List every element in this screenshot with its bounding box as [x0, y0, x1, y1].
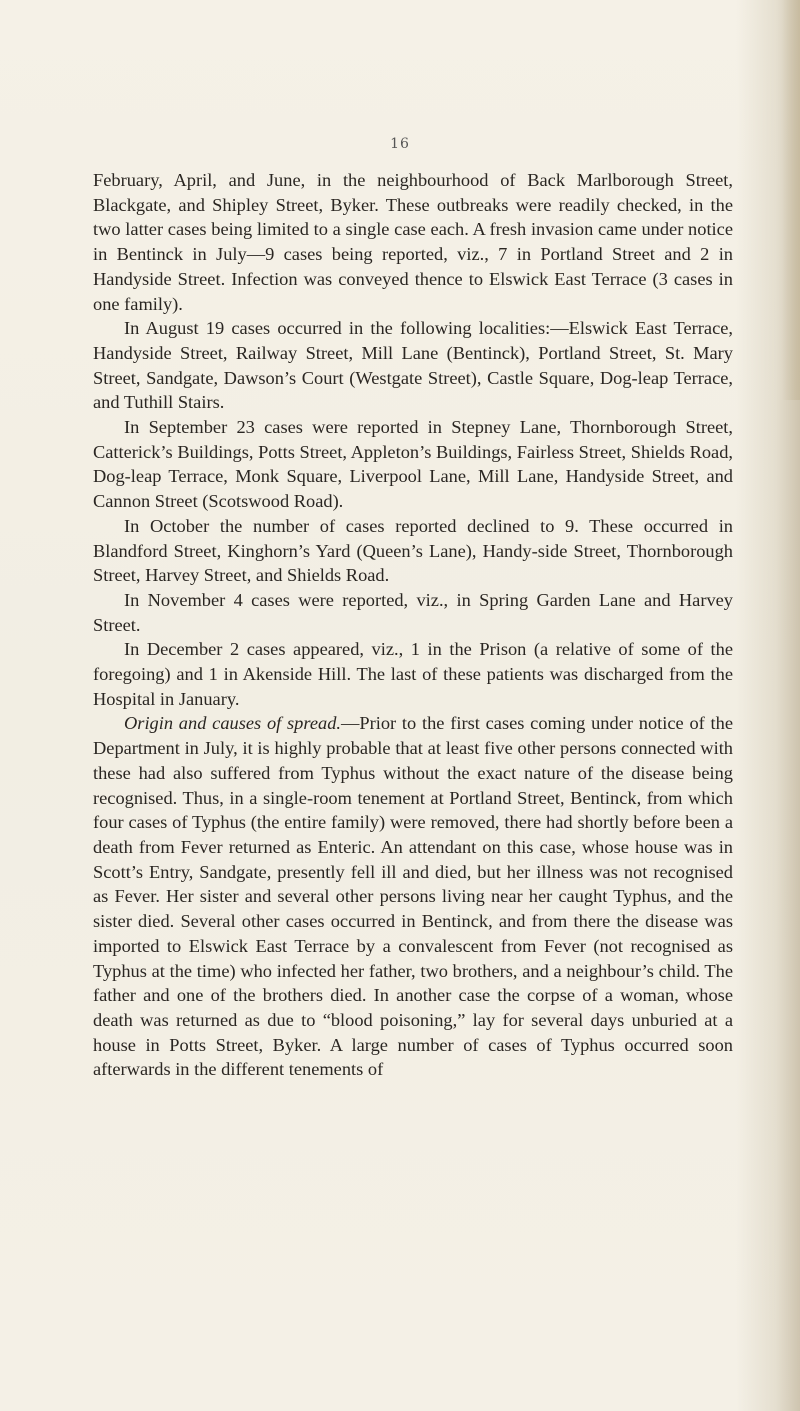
paragraph-origin-and-causes	[93, 711, 733, 1082]
page-number: 16	[390, 136, 410, 152]
paragraph-september: In September 23 cases were reported in Stepney Lane, Thornborough Street, Catterick’s Buildings, Potts Street, Appleton’s Buildings, Fairless Street, Shields Road, Dog-leap Terrace, Monk Square, Liverpool Lane, Mill Lane, Handyside Street, and Cannon Street (Scotswood Road).	[93, 417, 733, 512]
paragraph-october: In October the number of cases reported declined to 9. These occurred in Blandford Street, Kinghorn’s Yard (Queen’s Lane), Handy-side Street, Thornborough Street, Harvey Street, and Shields Road.	[93, 515, 733, 586]
page-edge-shadow	[782, 0, 800, 400]
origin-heading: Origin and causes of spread.	[124, 713, 341, 734]
paragraph-august: In August 19 cases occurred in the following localities:—Elswick East Terrace, Handyside Street, Railway Street, Mill Lane (Bentinck), Portland Street, St. Mary Street, Sandgate, Dawson’s Court (Westgate Street), Castle Square, Dog-leap Terrace, and Tuthill Stairs.	[93, 318, 733, 413]
paragraph-december: In December 2 cases appeared, viz., 1 in the Prison (a relative of some of the foregoing) and 1 in Akenside Hill. The last of these patients was discharged from the Hospital in January.	[93, 639, 733, 709]
body-text	[93, 168, 733, 1082]
paragraph-february-outbreaks: February, April, and June, in the neighbourhood of Back Marlborough Street, Blackgate, and Shipley Street, Byker. These outbreaks were readily checked, in the two latter cases being limited to a single case each. A fresh invasion came under notice in Bentinck in July—9 cases being reported, viz., 7 in Portland Street and 2 in Handyside Street. Infection was conveyed thence to Elswick East Terrace (3 cases in one family).	[93, 170, 733, 314]
paragraph-november: In November 4 cases were reported, viz., in Spring Garden Lane and Harvey Street.	[93, 589, 733, 635]
origin-body: —Prior to the first cases coming under notice of the Department in July, it is highly probable that at least five other persons connected with these had also suffered from Typhus without the exact nature of the disease being recognised. Thus, in a single-room tenement at Portland Street, Bentinck, from which four cases of Typhus (the entire family) were removed, there had shortly before been a death from Fever returned as Enteric. An attendant on this case, whose house was in Scott’s Entry, Sandgate, presently fell ill and died, but her illness was not recognised as Fever. Her sister and several other persons living near her caught Typhus, and the sister died. Several other cases occurred in Bentinck, and from there the disease was imported to Elswick East Terrace by a convalescent from Fever (not recognised as Typhus at the time) who infected her father, two brothers, and a neighbour’s child. The father and one of the brothers died. In another case the corpse of a woman, whose death was returned as due to “blood poisoning,” lay for several days unburied at a house in Potts Street, Byker. A large number of cases of Typhus occurred soon afterwards in the different tenements of	[93, 713, 733, 1080]
